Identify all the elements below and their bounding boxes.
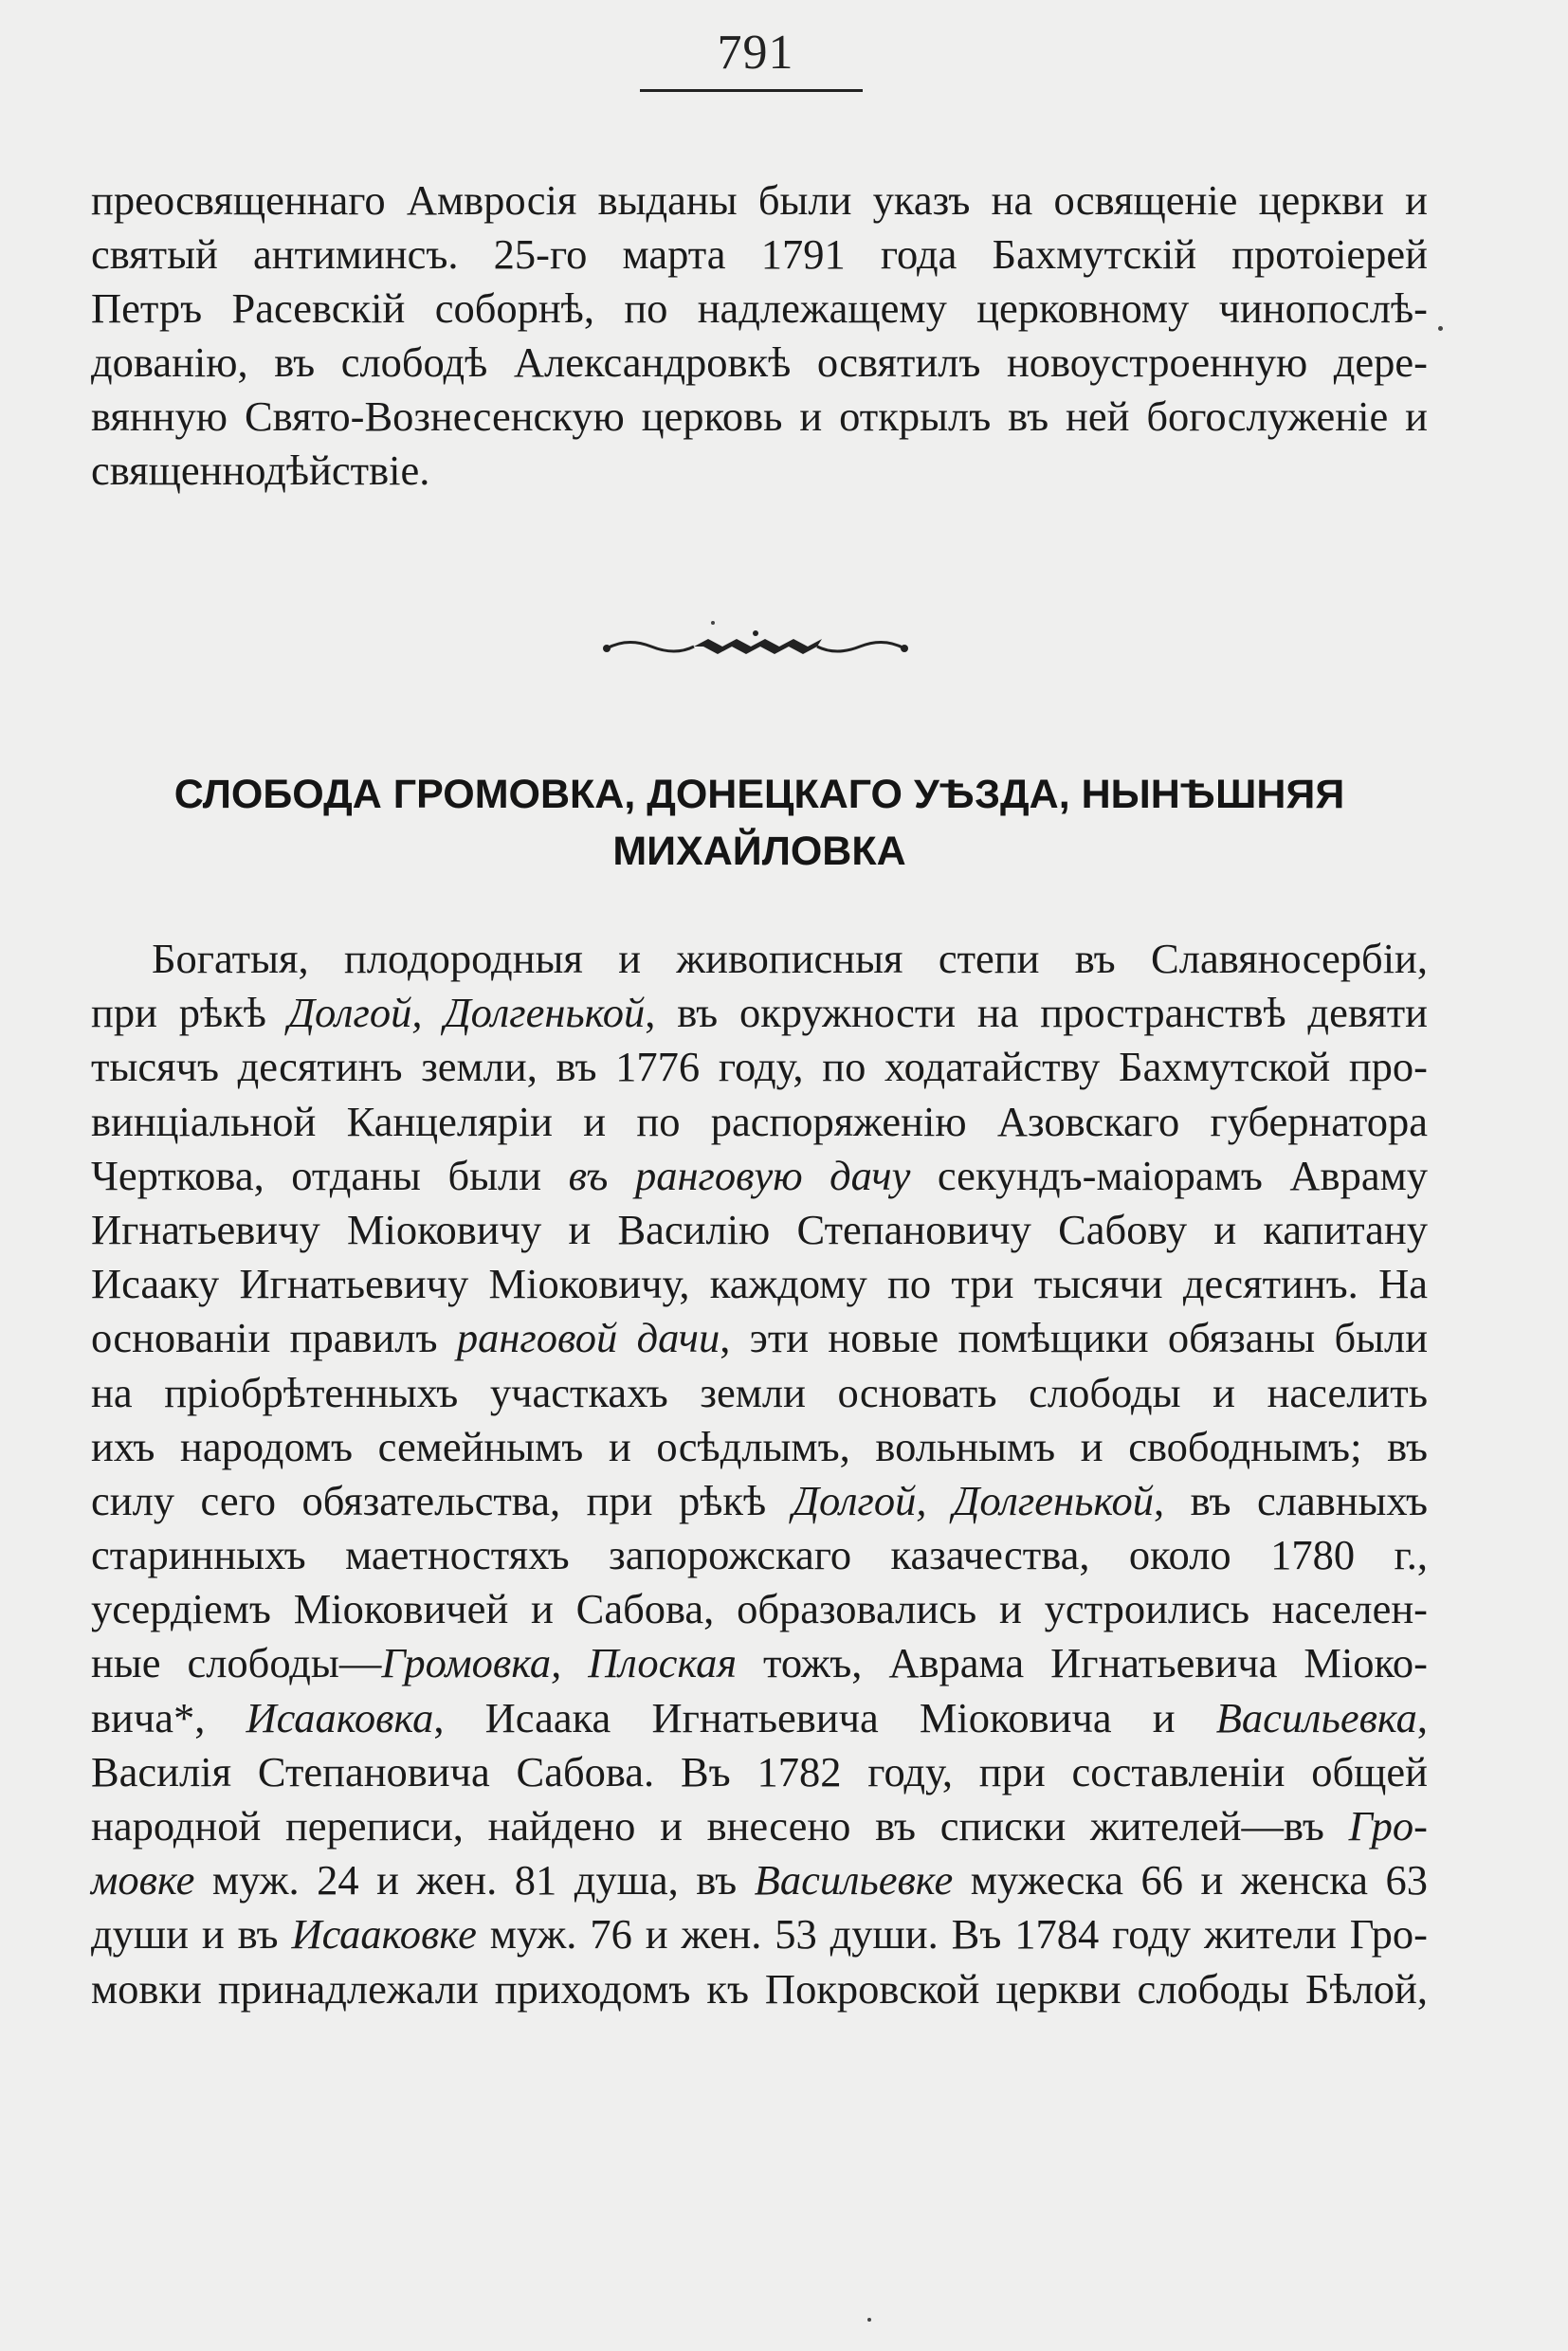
text-run: силу сего обязательства, при рѣкѣ: [91, 1476, 793, 1524]
text-run: , Исаака Игнатьевича Міоковича и: [433, 1693, 1216, 1741]
text-run: вянную Свято-Вознесенскую церковь и открылъ въ ней богослуженіе и: [91, 392, 1428, 440]
text-run: при рѣкѣ: [91, 989, 288, 1037]
text-run: души и въ: [91, 1910, 292, 1959]
print-speck: [867, 2318, 871, 2322]
text-line: [91, 1636, 1428, 1690]
text-run: вича*,: [91, 1693, 246, 1741]
text-line: [91, 1528, 1428, 1582]
text-run: Василія Степановича Сабова. Въ 1782 году, при составленіи общей: [91, 1747, 1428, 1795]
text-line: [91, 1311, 1428, 1365]
italic-text: въ ранговую дачу: [568, 1151, 911, 1199]
text-run: ихъ народомъ семейнымъ и осѣдлымъ, вольнымъ и свободнымъ; въ: [91, 1422, 1428, 1470]
text-line: [91, 1799, 1428, 1853]
text-line: [91, 1853, 1428, 1907]
text-run: народной переписи, найдено и внесено въ списки жителей—въ: [91, 1802, 1349, 1850]
italic-text: Исааковка: [246, 1693, 434, 1741]
text-run: муж. 76 и жен. 53 души. Въ 1784 году жители Гро-: [476, 1910, 1429, 1959]
text-line: [91, 1095, 1428, 1149]
text-line: [91, 932, 1428, 986]
text-line: [91, 1582, 1428, 1636]
text-run: дованію, въ слободѣ Александровкѣ освятилъ новоустроенную дере-: [91, 338, 1428, 386]
text-run: тысячъ десятинъ земли, въ 1776 году, по ходатайству Бахмутской про-: [91, 1043, 1428, 1091]
italic-text: Долгой, Долгенькой: [792, 1476, 1154, 1524]
text-line: [91, 1366, 1428, 1420]
ornament-divider-icon: [599, 628, 912, 665]
italic-text: ранговой дачи: [456, 1314, 720, 1362]
text-run: усердіемъ Міоковичей и Сабова, образовались и устроились населен-: [91, 1585, 1428, 1633]
page-number: 791: [717, 26, 794, 80]
text-line: [91, 986, 1428, 1040]
italic-text: Васильевка: [1215, 1693, 1417, 1741]
text-line: [91, 1745, 1428, 1799]
text-run: мужеска 66 и женска 63: [953, 1856, 1428, 1904]
print-speck: [1438, 326, 1443, 331]
text-run: мовки принадлежали приходомъ къ Покровской церкви слободы Бѣлой,: [91, 1964, 1428, 2013]
text-run: Исааку Игнатьевичу Міоковичу, каждому по три тысячи десятинъ. На: [91, 1260, 1428, 1308]
text-run: Богатыя, плодородныя и живописныя степи въ Славяносербіи,: [152, 935, 1428, 982]
italic-text: Васильевке: [754, 1856, 954, 1904]
text-line: [91, 1257, 1428, 1311]
heading-line-1: СЛОБОДА ГРОМОВКА, ДОНЕЦКАГО УѢЗДА, НЫНѢШНЯЯ: [173, 772, 1345, 817]
text-run: Черткова, отданы были: [91, 1151, 569, 1199]
italic-text: Гро-: [1348, 1802, 1428, 1850]
text-line: [91, 1040, 1428, 1094]
text-run: муж. 24 и жен. 81 душа, въ: [194, 1856, 755, 1904]
text-line: [91, 1474, 1428, 1528]
text-run: Игнатьевичу Міоковичу и Василію Степановичу Сабову и капитану: [91, 1205, 1428, 1253]
text-run: старинныхъ маетностяхъ запорожскаго казачества, около 1780 г.,: [91, 1531, 1428, 1579]
text-run: , въ славныхъ: [1153, 1476, 1428, 1524]
text-run: , эти новые помѣщики обязаны были: [720, 1314, 1429, 1362]
text-line: [91, 1420, 1428, 1474]
text-run: , въ окружности на пространствѣ девяти: [645, 989, 1428, 1037]
italic-text: Громовка, Плоская: [381, 1639, 738, 1687]
text-line: [91, 444, 1428, 498]
text-line: [91, 1149, 1428, 1203]
text-run: святый антиминсъ. 25-го марта 1791 года Бахмутскій протоіерей: [91, 230, 1428, 278]
italic-text: Долгой, Долгенькой: [287, 989, 646, 1037]
text-run: Петръ Расевскій соборнѣ, по надлежащему церковному чинопослѣ-: [91, 284, 1428, 332]
text-line: [91, 390, 1428, 444]
text-line: [91, 1907, 1428, 1961]
body-paragraph: [91, 932, 1428, 2016]
page-number-rule: [640, 89, 863, 92]
print-speck: [711, 621, 715, 625]
text-run: винціальной Канцеляріи и по распоряженію Азовскаго губернатора: [91, 1097, 1428, 1145]
section-heading: [91, 766, 1428, 880]
text-run: тожъ, Аврама Игнатьевича Міоко-: [737, 1639, 1428, 1687]
text-line: [91, 282, 1428, 336]
text-run: священнодѣйствіе.: [91, 447, 430, 494]
heading-line-2: МИХАЙЛОВКА: [612, 829, 906, 874]
text-run: на пріобрѣтенныхъ участкахъ земли основать слободы и населить: [91, 1368, 1428, 1416]
text-run: секундъ-маіорамъ Авраму: [910, 1151, 1428, 1199]
text-line: [91, 336, 1428, 390]
text-run: основаніи правилъ: [91, 1314, 457, 1362]
italic-text: Исааковке: [291, 1910, 477, 1959]
text-line: [91, 228, 1428, 282]
text-line: [91, 1203, 1428, 1257]
text-line: [91, 1962, 1428, 2016]
text-run: ные слободы—: [91, 1639, 382, 1687]
text-line: [91, 1691, 1428, 1745]
text-run: ,: [1416, 1693, 1428, 1741]
intro-paragraph: [91, 173, 1428, 498]
text-run: преосвященнаго Амвросія выданы были указъ на освященіе церкви и: [91, 176, 1428, 224]
italic-text: мовке: [91, 1856, 195, 1904]
text-line: [91, 173, 1428, 228]
